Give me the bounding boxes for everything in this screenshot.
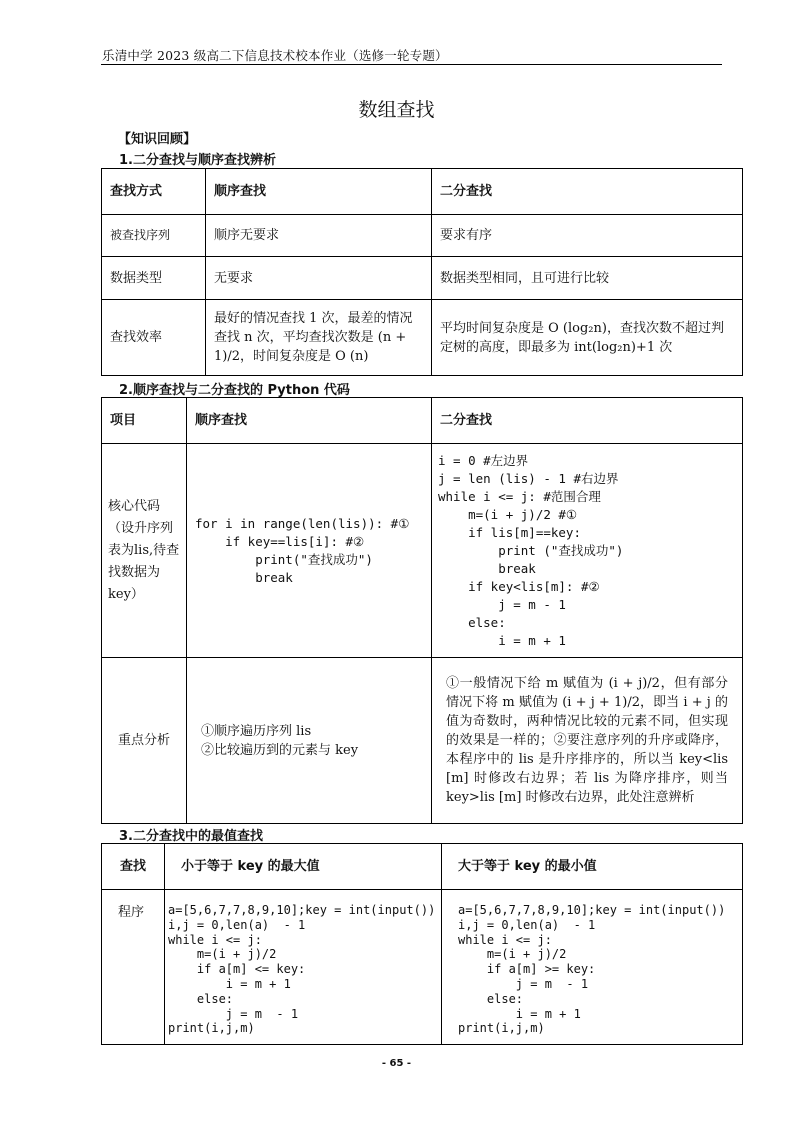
max-value-code: a=[5,6,7,7,8,9,10];key = int(input()) i,j = 0,len(a) - 1 while i <= j: m=(i + j)/2 if a[m] <= key: i = m + 1 else: j = m - 1 print(i,j,m) bbox=[168, 903, 436, 1036]
row-label: 查找效率 bbox=[102, 300, 206, 376]
table-header-row bbox=[102, 398, 743, 444]
header-cell: 顺序查找 bbox=[206, 169, 432, 215]
table-cell: 无要求 bbox=[206, 257, 432, 300]
list-item: ①顺序遍历序列 lis bbox=[201, 723, 312, 739]
row-label: 数据类型 bbox=[102, 257, 206, 300]
row-label: 重点分析 bbox=[102, 658, 187, 824]
page-number: - 65 - bbox=[381, 1058, 412, 1069]
sequential-search-code: for i in range(len(lis)): #① if key==lis[i]: #② print("查找成功") break bbox=[195, 515, 410, 585]
binary-search-code: i = 0 #左边界 j = len (lis) - 1 #右边界 while i <= j: #范围合理 m=(i + j)/2 #① if lis[m]==key: print ("查找成功") break if key<lis[m]: #② j = m - 1 else: i = m + 1 bbox=[438, 452, 624, 648]
header-cell: 顺序查找 bbox=[187, 398, 432, 444]
header-cell: 查找方式 bbox=[102, 169, 206, 215]
row-label: 程序 bbox=[102, 890, 165, 1045]
extremum-search-table bbox=[101, 843, 743, 1045]
table-row bbox=[102, 658, 743, 824]
table-header-row bbox=[102, 844, 743, 890]
table-row bbox=[102, 300, 743, 376]
header-cell: 项目 bbox=[102, 398, 187, 444]
section1-heading: 1.二分查找与顺序查找辨析 bbox=[119, 153, 276, 168]
table-row bbox=[102, 890, 743, 1045]
row-label: 被查找序列 bbox=[102, 215, 206, 257]
table-cell: 顺序无要求 bbox=[206, 215, 432, 257]
table-cell: 要求有序 bbox=[432, 215, 743, 257]
row-label: 核心代码（设升序列表为lis,待查找数据为key） bbox=[102, 444, 187, 658]
table-row bbox=[102, 257, 743, 300]
python-code-table bbox=[101, 397, 743, 824]
section2-heading: 2.顺序查找与二分查找的 Python 代码 bbox=[119, 383, 350, 398]
section3-heading: 3.二分查找中的最值查找 bbox=[119, 829, 263, 844]
comparison-table bbox=[101, 168, 743, 376]
table-cell: 平均时间复杂度是 O (log₂n)，查找次数不超过判定树的高度，即最多为 int(log₂n)+1 次 bbox=[432, 300, 743, 376]
table-cell: 最好的情况查找 1 次，最差的情况查找 n 次，平均查找次数是 (n + 1)/2，时间复杂度是 O (n) bbox=[206, 300, 432, 376]
running-header: 乐清中学 2023 级高二下信息技术校本作业（选修一轮专题） bbox=[102, 48, 448, 63]
list-item: ②比较遍历到的元素与 key bbox=[201, 742, 359, 758]
table-row bbox=[102, 215, 743, 257]
header-cell: 二分查找 bbox=[432, 398, 743, 444]
header-cell: 大于等于 key 的最小值 bbox=[442, 844, 743, 890]
header-cell: 小于等于 key 的最大值 bbox=[165, 844, 442, 890]
table-cell: 数据类型相同，且可进行比较 bbox=[432, 257, 743, 300]
min-value-code: a=[5,6,7,7,8,9,10];key = int(input()) i,j = 0,len(a) - 1 while i <= j: m=(i + j)/2 if a[m] >= key: j = m - 1 else: i = m + 1 print(i,j,m) bbox=[458, 903, 726, 1036]
page-title: 数组查找 bbox=[358, 99, 435, 121]
header-cell: 查找 bbox=[102, 844, 165, 890]
table-row bbox=[102, 444, 743, 658]
header-cell: 二分查找 bbox=[432, 169, 743, 215]
binary-analysis-text: ①一般情况下给 m 赋值为 (i + j)/2，但有部分情况下将 m 赋值为 (i + j + 1)/2，即当 i + j 的值为奇数时，两种情况比较的元素不同，但实现的效果是一样的；②要注意序列的升序或降序，本程序中的 lis 是升序排序的，所以当 key<lis [m] 时修改右边界；若 lis 为降序排序，则当 key>lis [m] 时修改右边界，此处注意辨析 bbox=[432, 658, 743, 824]
table-header-row bbox=[102, 169, 743, 215]
header-rule bbox=[101, 64, 722, 65]
review-heading: 【知识回顾】 bbox=[118, 132, 197, 147]
